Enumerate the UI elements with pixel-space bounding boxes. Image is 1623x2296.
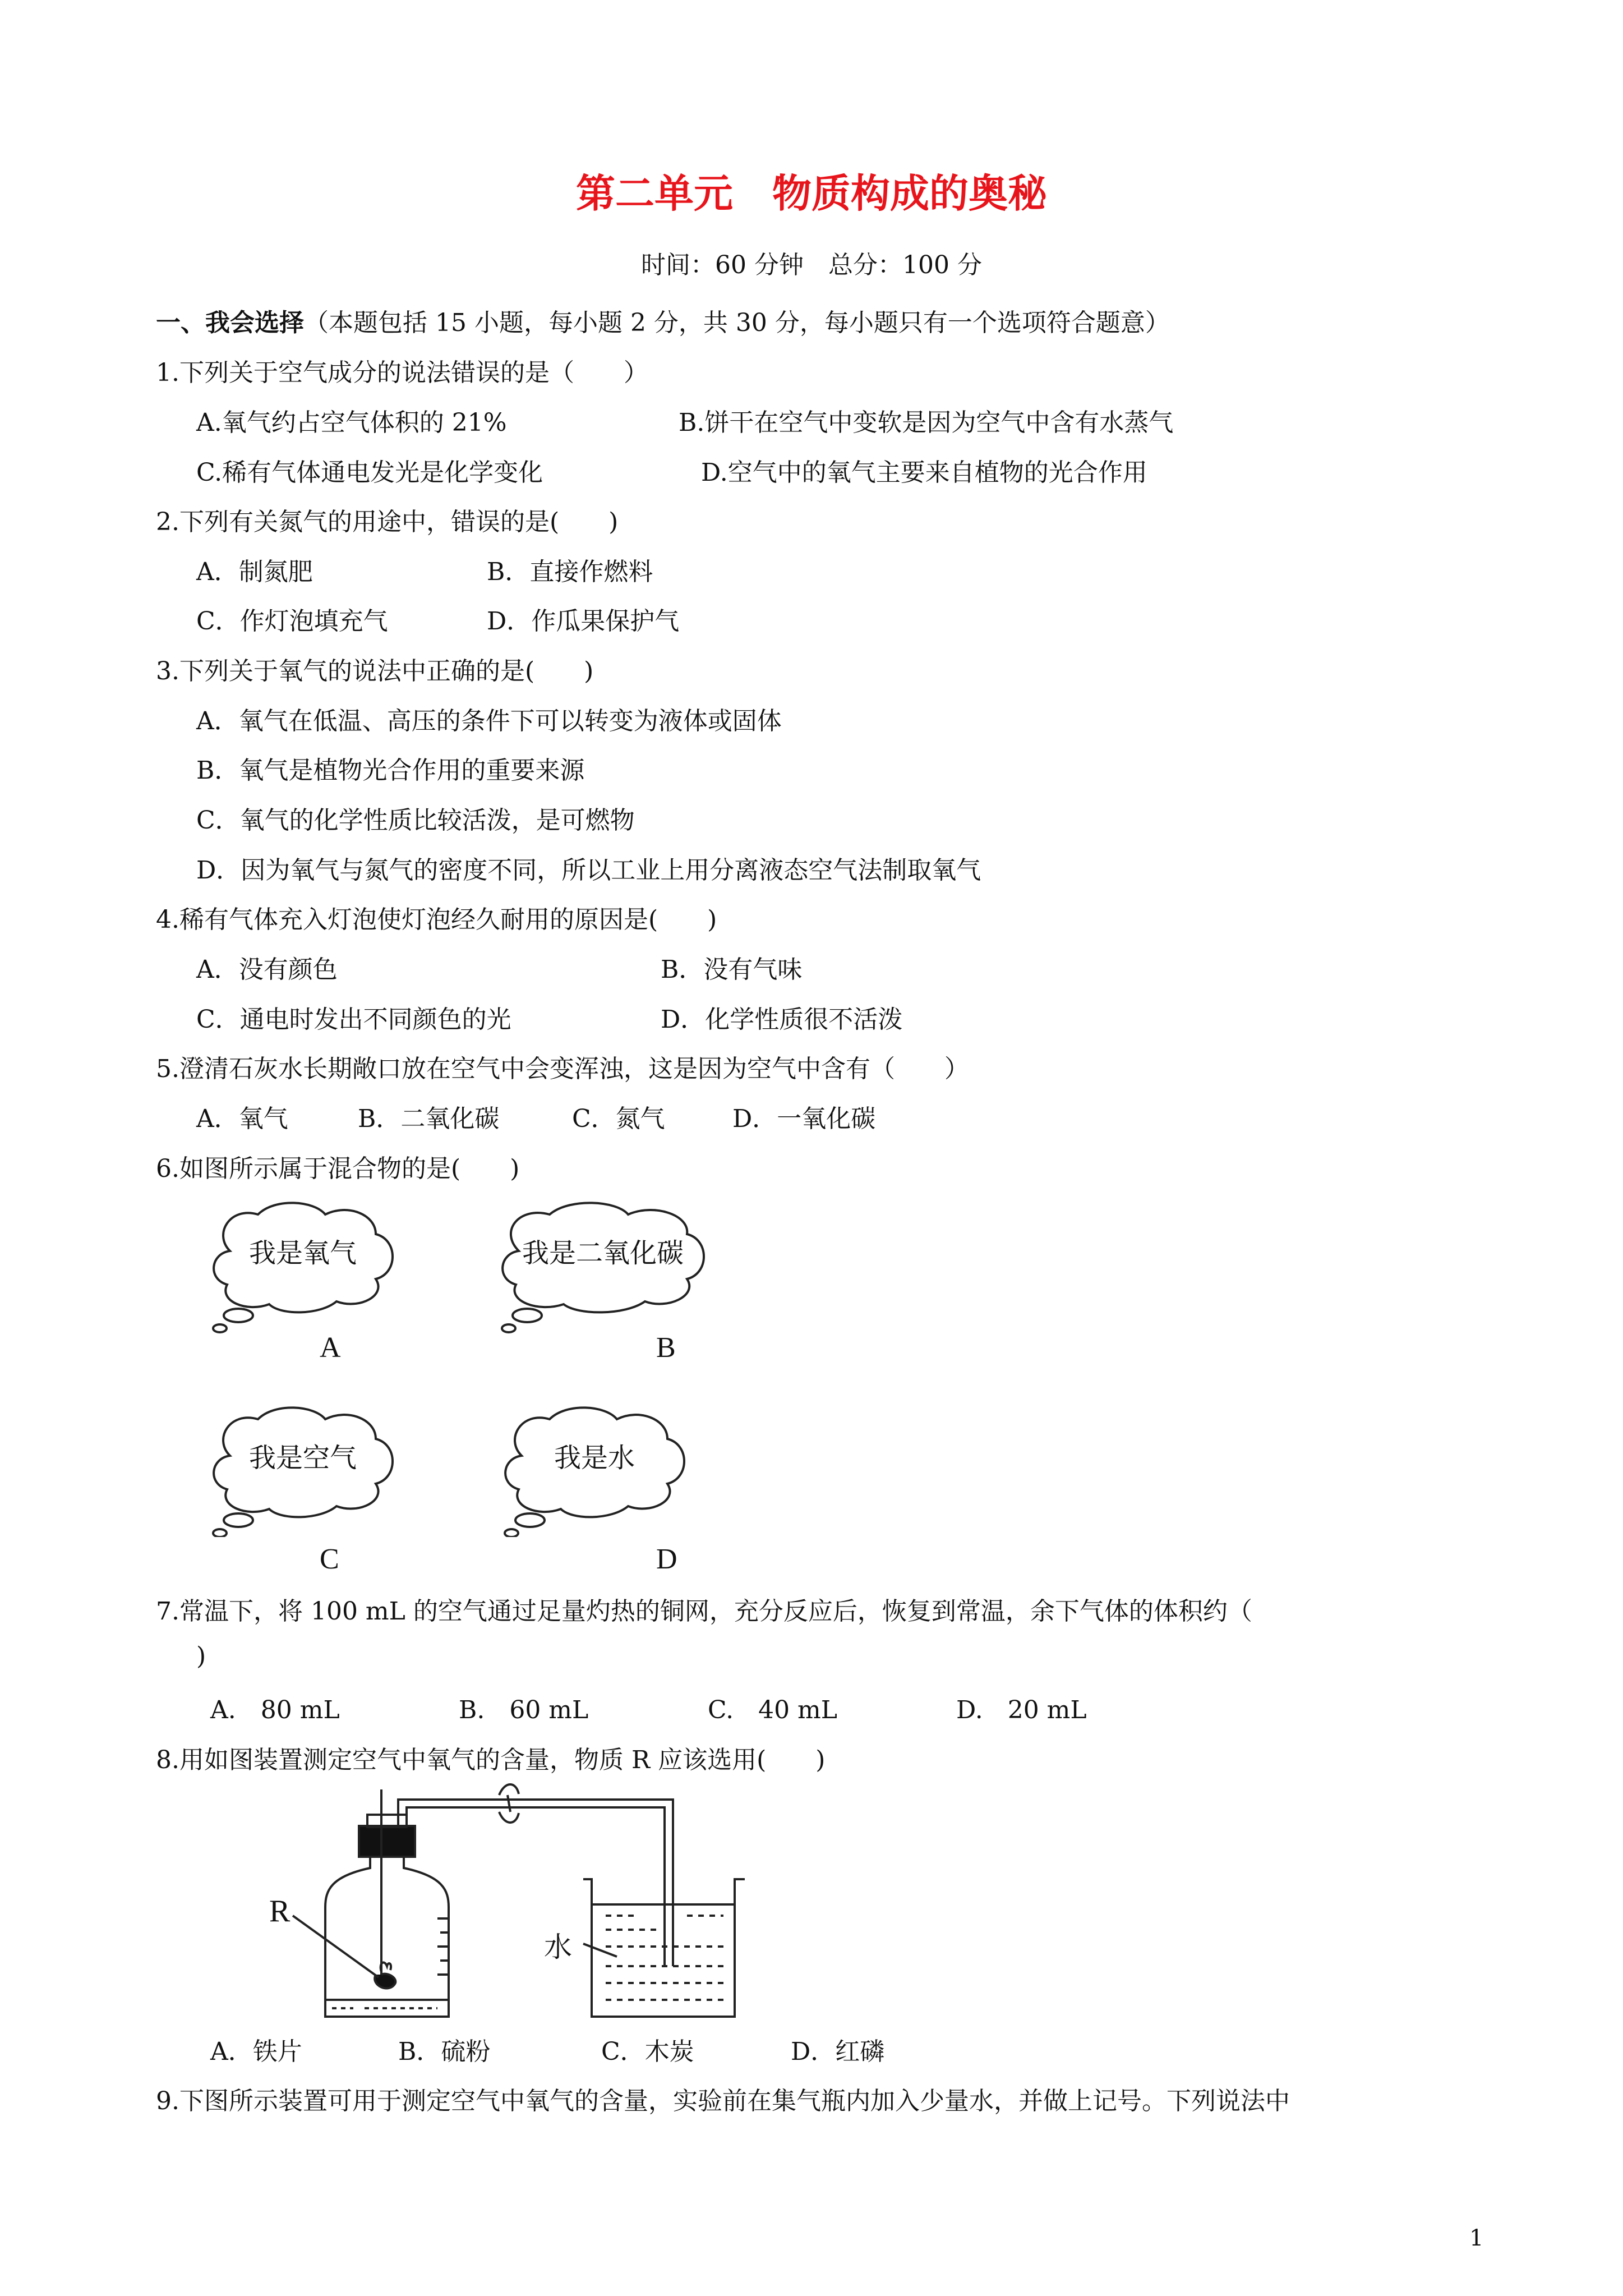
question-3-option-d: D．因为氧气与氮气的密度不同，所以工业上用分离液态空气法制取氧气 — [196, 856, 981, 885]
question-7-option-a: A. 80 mL — [210, 1696, 340, 1724]
question-2-option-b: B．直接作燃料 — [487, 558, 653, 586]
question-7-stem: 7.常温下，将 100 mL 的空气通过足量灼热的铜网，充分反应后，恢复到常温，余下气体的体积约（ — [156, 1597, 1252, 1626]
question-3-stem: 3.下列关于氧气的说法中正确的是( ) — [156, 657, 594, 685]
figure-label-c: C — [320, 1543, 339, 1575]
question-2-stem: 2.下列有关氮气的用途中，错误的是( ) — [156, 508, 619, 536]
question-6-stem: 6.如图所示属于混合物的是( ) — [156, 1154, 520, 1183]
figure-label-d: D — [656, 1543, 677, 1575]
question-4-option-a: A．没有颜色 — [196, 955, 338, 984]
pinch-clamp-icon — [499, 1784, 519, 1823]
question-7-option-d: D. 20 mL — [956, 1696, 1087, 1724]
question-5-stem: 5.澄清石灰水长期敞口放在空气中会变浑浊，这是因为空气中含有（ ） — [156, 1055, 969, 1083]
figure-label-a: A — [320, 1332, 341, 1364]
section-heading-line — [156, 307, 1170, 339]
question-1-option-d: D.空气中的氧气主要来自植物的光合作用 — [701, 458, 1147, 487]
question-1-stem: 1.下列关于空气成分的说法错误的是（ ） — [156, 358, 648, 387]
question-2-option-d: D．作瓜果保护气 — [487, 607, 680, 636]
question-8-option-b: B．硫粉 — [398, 2037, 491, 2066]
bubble-b-text: 我是二氧化碳 — [522, 1237, 684, 1269]
page-title: 第二单元 物质构成的奥秘 — [576, 170, 1047, 217]
bubble-c-text: 我是空气 — [248, 1442, 357, 1474]
question-1-option-c: C.稀有气体通电发光是化学变化 — [196, 458, 543, 487]
page-number: 1 — [1469, 2225, 1484, 2251]
question-4-option-d: D．化学性质很不活泼 — [661, 1005, 903, 1034]
question-4-stem: 4.稀有气体充入灯泡使灯泡经久耐用的原因是( ) — [156, 905, 717, 934]
question-4-option-c: C．通电时发出不同颜色的光 — [196, 1005, 511, 1034]
question-9-stem: 9.下图所示装置可用于测定空气中氧气的含量，实验前在集气瓶内加入少量水，并做上记号。下列说法中 — [156, 2087, 1290, 2115]
question-5-option-c: C．氮气 — [572, 1105, 665, 1133]
bubble-a-text: 我是氧气 — [248, 1237, 357, 1269]
question-8-option-a: A．铁片 — [210, 2037, 302, 2066]
question-8-option-d: D．红磷 — [791, 2037, 885, 2066]
thought-bubbles-figure — [208, 1200, 768, 1537]
question-7-option-b: B. 60 mL — [459, 1696, 589, 1724]
question-7-option-c: C. 40 mL — [708, 1696, 837, 1724]
exam-meta: 时间：60 分钟 总分：100 分 — [641, 251, 982, 279]
question-3-option-c: C．氧气的化学性质比较活泼，是可燃物 — [196, 806, 635, 835]
label-water: 水 — [544, 1931, 572, 1963]
label-r: R — [269, 1894, 291, 1929]
question-8-option-c: C．木炭 — [601, 2037, 694, 2066]
question-7-stem-continued: ) — [196, 1642, 206, 1671]
figure-label-b: B — [656, 1332, 676, 1364]
gas-bottle-icon — [325, 1857, 449, 2017]
oxygen-apparatus-figure — [269, 1778, 897, 2025]
question-5-option-b: B．二氧化碳 — [358, 1105, 500, 1133]
question-5-option-d: D．一氧化碳 — [732, 1105, 876, 1133]
question-4-option-b: B．没有气味 — [661, 955, 803, 984]
bubble-d-text: 我是水 — [554, 1442, 635, 1474]
question-8-stem: 8.用如图装置测定空气中氧气的含量，物质 R 应该选用( ) — [156, 1746, 826, 1774]
question-1-option-b: B.饼干在空气中变软是因为空气中含有水蒸气 — [679, 408, 1174, 437]
question-2-option-a: A．制氮肥 — [196, 558, 313, 586]
section-note: （本题包括 15 小题，每小题 2 分，共 30 分，每小题只有一个选项符合题意） — [304, 309, 1170, 337]
question-5-option-a: A．氧气 — [196, 1105, 288, 1133]
question-3-option-b: B．氧气是植物光合作用的重要来源 — [196, 756, 585, 785]
question-1-option-a: A.氧气约占空气体积的 21% — [196, 408, 507, 437]
rubber-stopper-icon — [359, 1826, 415, 1857]
section-heading: 一、我会选择 — [156, 309, 304, 337]
question-3-option-a: A．氧气在低温、高压的条件下可以转变为液体或固体 — [196, 707, 782, 735]
question-2-option-c: C．作灯泡填充气 — [196, 607, 388, 636]
